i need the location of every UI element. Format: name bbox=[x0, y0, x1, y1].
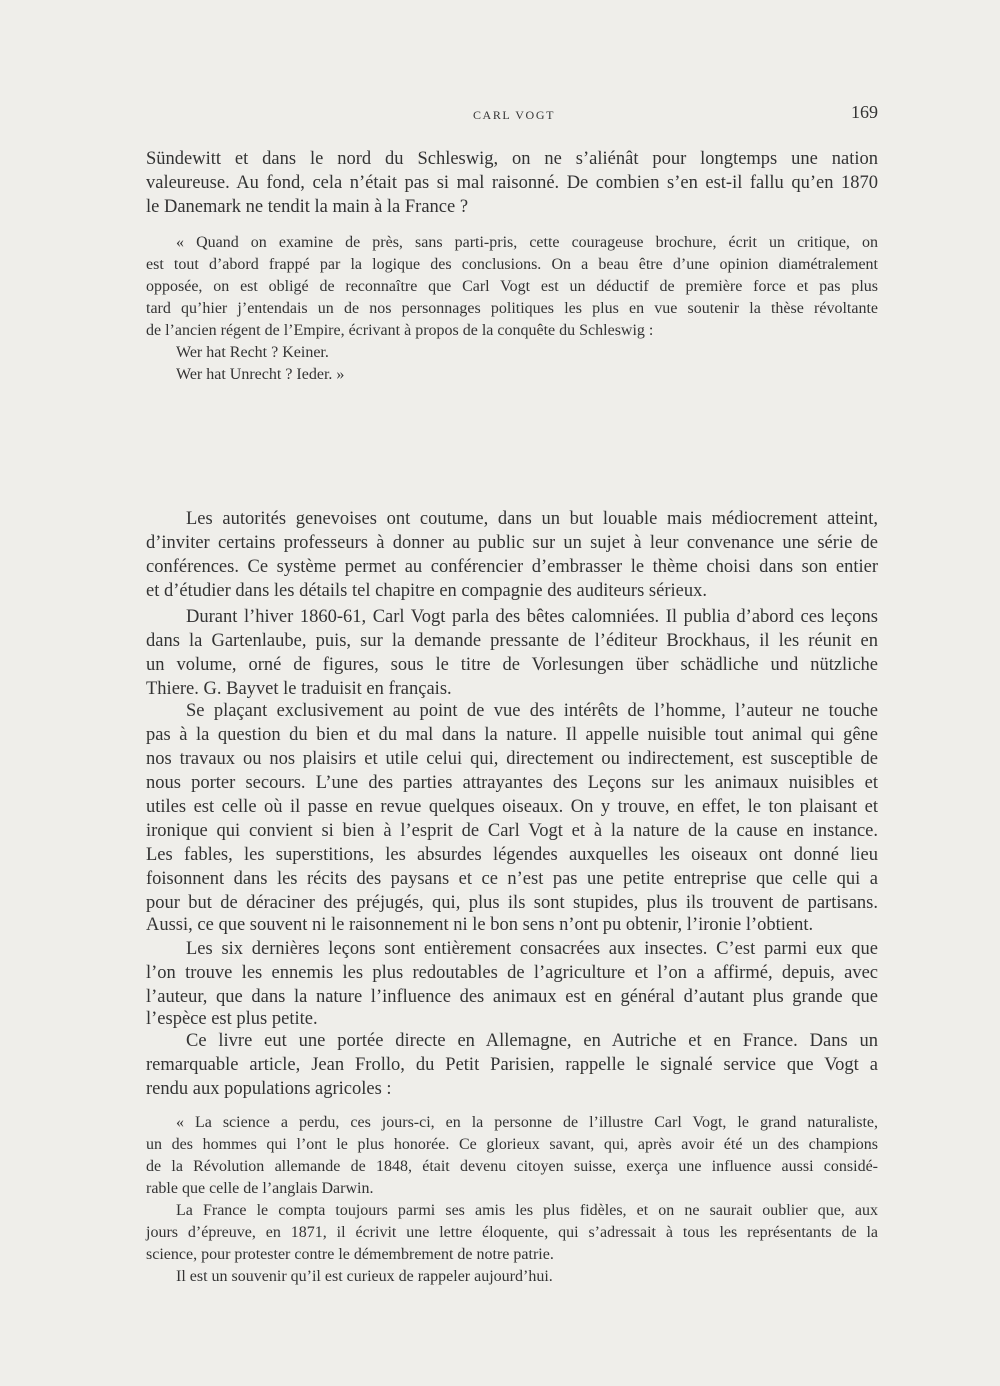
text-line: ironique qui convient si bien à l’esprit de Carl Vogt et à la nature de la cause en instance. bbox=[146, 821, 878, 841]
text-line: Aussi, ce que souvent ni le raisonnement ni le bon sens n’ont pu obtenir, l’ironie l’obtient. bbox=[146, 915, 814, 935]
text-line: nous porter secours. L’une des parties attrayantes des Leçons sur les animaux nuisibles et bbox=[146, 773, 878, 793]
quote-line: jours d’épreuve, en 1871, il écrivit une lettre éloquente, qui s’adressait à tous les représentants de la bbox=[146, 1224, 878, 1241]
text-line: Thiere. G. Bayvet le traduisit en français. bbox=[146, 679, 452, 699]
text-line: nos travaux ou nos plaisirs et utile celui qui, directement ou indirectement, est susceptible de bbox=[146, 749, 878, 769]
quote-line: rable que celle de l’anglais Darwin. bbox=[146, 1180, 374, 1197]
quote-line: tard qu’hier j’entendais un de nos personnages politiques les plus en vue soutenir la thèse révoltante bbox=[146, 300, 878, 317]
text-line: Durant l’hiver 1860-61, Carl Vogt parla des bêtes calomniées. Il publia d’abord ces leçons bbox=[186, 607, 878, 627]
quote-line: un des hommes qui l’ont le plus honorée. Ce glorieux savant, qui, après avoir été un des champions bbox=[146, 1136, 878, 1153]
page-number: 169 bbox=[851, 102, 878, 122]
quote-line: science, pour protester contre le démembrement de notre patrie. bbox=[146, 1246, 554, 1263]
text-line: Ce livre eut une portée directe en Allemagne, en Autriche et en France. Dans un bbox=[186, 1031, 878, 1051]
page-header bbox=[150, 102, 878, 126]
text-line: d’inviter certains professeurs à donner au public sur un sujet à leur convenance une série de bbox=[146, 533, 878, 553]
text-line: pas à la question du bien et du mal dans la nature. Il appelle nuisible tout animal qui gêne bbox=[146, 725, 878, 745]
quote-line: opposée, on est obligé de reconnaître que Carl Vogt est un déductif de première force et pas plus bbox=[146, 278, 878, 295]
text-line: conférences. Ce système permet au conférencier d’embrasser le thème choisi dans son entier bbox=[146, 557, 878, 577]
text-line: l’on trouve les ennemis les plus redoutables de l’agriculture et l’on a affirmé, depuis, avec bbox=[146, 963, 878, 983]
text-line: utiles est celle où il passe en revue quelques oiseaux. On y trouve, en effet, le ton plaisant et bbox=[146, 797, 878, 817]
text-line: un volume, orné de figures, sous le titre de Vorlesungen über schädliche und nützliche bbox=[146, 655, 878, 675]
text-line: et d’étudier dans les détails tel chapitre en compagnie des auditeurs sérieux. bbox=[146, 581, 707, 601]
text-line: dans la Gartenlaube, puis, sur la demande pressante de l’éditeur Brockhaus, il les réunit en bbox=[146, 631, 878, 651]
text-line: valeureuse. Au fond, cela n’était pas si mal raisonné. De combien s’en est-il fallu qu’en 1870 bbox=[146, 173, 878, 193]
quote-line: Il est un souvenir qu’il est curieux de rappeler aujourd’hui. bbox=[176, 1268, 553, 1285]
text-line: Les six dernières leçons sont entièrement consacrées aux insectes. C’est parmi eux que bbox=[186, 939, 878, 959]
text-line: le Danemark ne tendit la main à la France ? bbox=[146, 197, 469, 217]
quote-line: La France le compta toujours parmi ses amis les plus fidèles, et on ne saurait oublier que, aux bbox=[176, 1202, 878, 1219]
quote-line: Wer hat Recht ? Keiner. bbox=[176, 344, 329, 361]
running-head: CARL VOGT bbox=[472, 108, 556, 122]
text-line: foisonnent dans les récits des paysans et ce n’est pas une petite entreprise que celle qui a bbox=[146, 869, 878, 889]
quote-line: est tout d’abord frappé par la logique des conclusions. On a beau être d’une opinion diamétralement bbox=[146, 256, 878, 273]
text-line: pour but de déraciner des préjugés, qui, plus ils sont stupides, plus ils trouvent de partisans. bbox=[146, 893, 878, 913]
quote-line: « La science a perdu, ces jours-ci, en la personne de l’illustre Carl Vogt, le grand naturaliste, bbox=[176, 1114, 878, 1131]
text-line: remarquable article, Jean Frollo, du Petit Parisien, rappelle le signalé service que Vogt a bbox=[146, 1055, 878, 1075]
quote-line: de l’ancien régent de l’Empire, écrivant à propos de la conquête du Schleswig : bbox=[146, 322, 654, 339]
text-line: Se plaçant exclusivement au point de vue des intérêts de l’homme, l’auteur ne touche bbox=[186, 701, 878, 721]
quote-line: de la Révolution allemande de 1848, était devenu citoyen suisse, exerça une influence aussi considé- bbox=[146, 1158, 878, 1175]
text-line: l’espèce est plus petite. bbox=[146, 1009, 318, 1029]
quote-line: Wer hat Unrecht ? Ieder. » bbox=[176, 366, 345, 383]
text-line: Les fables, les superstitions, les absurdes légendes auxquelles les oiseaux ont donné lieu bbox=[146, 845, 878, 865]
quote-line: « Quand on examine de près, sans parti-pris, cette courageuse brochure, écrit un critique, on bbox=[176, 234, 878, 251]
text-line: Les autorités genevoises ont coutume, dans un but louable mais médiocrement atteint, bbox=[186, 509, 878, 529]
text-line: rendu aux populations agricoles : bbox=[146, 1079, 392, 1099]
text-line: l’auteur, que dans la nature l’influence des animaux est en général d’autant plus grande que bbox=[146, 987, 878, 1007]
text-line: Sündewitt et dans le nord du Schleswig, on ne s’aliénât pour longtemps une nation bbox=[146, 149, 878, 169]
